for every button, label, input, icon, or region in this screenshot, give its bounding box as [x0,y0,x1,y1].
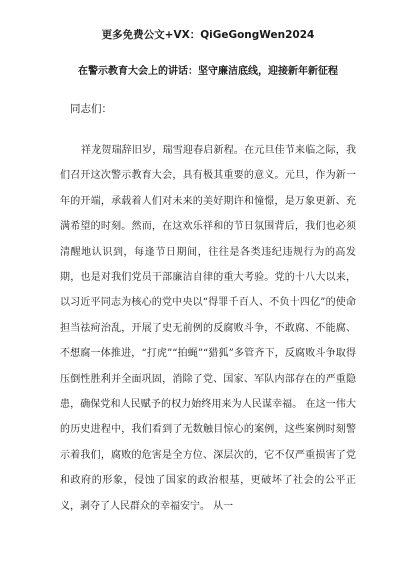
salutation: 同志们： [70,103,112,115]
body-paragraph: 祥龙贺瑞辞旧岁，瑞雪迎春启新程。在元旦佳节来临之际，我们召开这次警示教育大会，具有极其重要的意义。元旦，作为新一年的开端，承载着人们对未来的美好期许和憧憬，是万象更新、充满希望的时刻。然而，在这欢乐祥和的节日氛围背后，我们也必须清醒地认识到，每逢节日期间，往往是各类违纪违规行为的高发期，也是对我们党员干部廉洁自律的重大考验。党的十八大以来，以习近平同志为核心的党中央以“得罪千百人、不负十四亿”的使命担当祛疴治乱，开展了史无前例的反腐败斗争，不敢腐、不能腐、不想腐一体推进，“打虎”“拍蝇”“猎狐”多管齐下，反腐败斗争取得压倒性胜利并全面巩固，消除了党、国家、军队内部存在的严重隐患，确保党和人民赋予的权力始终用来为人民谋幸福。 在这一伟大的历史进程中，我们看到了无数触目惊心的案例，这些案例时刻警示着我们，腐败的危害是全方位、深层次的，它不仅严重损害了党和政府的形象，侵蚀了国家的政治根基，更破坏了社会的公平正义，剥夺了人民群众的幸福安宁。 从一 [60,145,356,512]
document-title: 在警示教育大会上的讲话：坚守廉洁底线，迎接新年新征程 [78,66,338,77]
promo-header: 更多免费公文+VX：QiGeGongWen2024 [101,29,315,41]
